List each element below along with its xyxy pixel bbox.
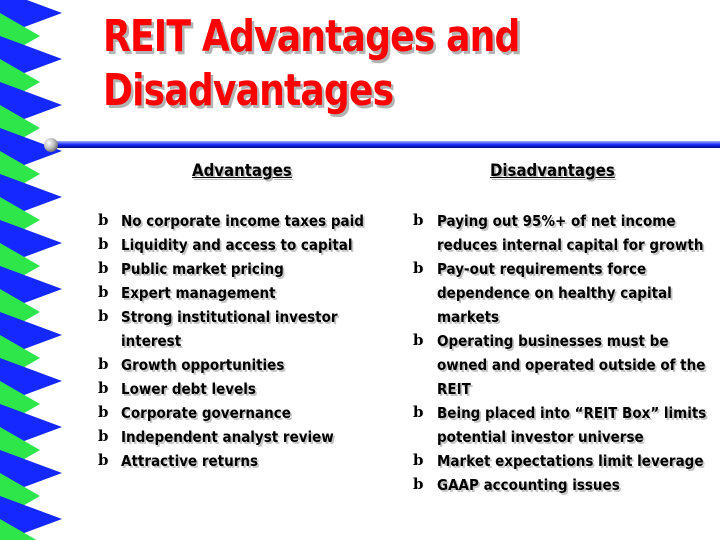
list-item xyxy=(98,401,411,425)
list-item-text: Attractive returns xyxy=(121,452,259,470)
list-item xyxy=(413,449,717,473)
list-item xyxy=(413,473,717,497)
bullet-icon: b xyxy=(98,379,109,397)
list-item-text: Independent analyst review xyxy=(121,428,334,446)
list-item-text: Growth opportunities xyxy=(121,356,285,374)
bullet-icon: b xyxy=(98,211,109,229)
bullet-icon: b xyxy=(413,211,424,229)
list-item-text: Pay-out requirements force xyxy=(437,260,647,278)
disadvantages-heading: Disadvantages xyxy=(490,161,615,181)
slide-title-line-2: Disadvantages xyxy=(103,65,394,116)
bullet-icon: b xyxy=(98,451,109,469)
bullet-icon: b xyxy=(98,403,109,421)
bullet-icon: b xyxy=(98,427,109,445)
list-item-text: Liquidity and access to capital xyxy=(121,236,353,254)
list-item-text: Paying out 95%+ of net income xyxy=(437,212,676,230)
bullet-icon: b xyxy=(98,235,109,253)
list-item-text: owned and operated outside of the xyxy=(437,356,706,374)
advantages-list xyxy=(98,209,411,473)
list-item-text: reduces internal capital for growth xyxy=(437,236,704,254)
list-item-text: Corporate governance xyxy=(121,404,291,422)
list-item-text: potential investor universe xyxy=(437,428,644,446)
list-item xyxy=(98,233,411,257)
bullet-icon: b xyxy=(413,331,424,349)
list-item xyxy=(98,353,411,377)
list-item-text: Operating businesses must be xyxy=(437,332,669,350)
bullet-icon: b xyxy=(413,475,424,493)
list-item xyxy=(413,401,717,449)
title-underline-rule xyxy=(44,138,720,152)
list-item xyxy=(98,305,411,353)
list-item-text: GAAP accounting issues xyxy=(437,476,620,494)
advantages-heading: Advantages xyxy=(192,161,292,181)
list-item-text: Being placed into “REIT Box” limits xyxy=(437,404,707,422)
list-item-text: Expert management xyxy=(121,284,276,302)
bullet-icon: b xyxy=(413,259,424,277)
list-item xyxy=(413,257,717,329)
list-item-text: Market expectations limit leverage xyxy=(437,452,704,470)
bullet-icon: b xyxy=(413,403,424,421)
bullet-icon: b xyxy=(98,307,109,325)
list-item xyxy=(98,449,411,473)
list-item-text: Public market pricing xyxy=(121,260,284,278)
bullet-icon: b xyxy=(413,451,424,469)
list-item-text: interest xyxy=(121,332,182,350)
list-item-text: No corporate income taxes paid xyxy=(121,212,364,230)
decorative-triangle-border xyxy=(0,0,80,540)
list-item xyxy=(98,425,411,449)
list-item-text: Lower debt levels xyxy=(121,380,256,398)
list-item xyxy=(98,281,411,305)
list-item xyxy=(98,257,411,281)
slide-title xyxy=(103,10,595,118)
list-item-text: markets xyxy=(437,308,500,326)
list-item xyxy=(98,377,411,401)
disadvantages-list xyxy=(413,209,717,497)
bullet-icon: b xyxy=(98,355,109,373)
list-item-text: Strong institutional investor xyxy=(121,308,338,326)
bullet-icon: b xyxy=(98,259,109,277)
slide-title-line-1: REIT Advantages and xyxy=(103,11,520,62)
list-item xyxy=(413,209,717,257)
bullet-icon: b xyxy=(98,283,109,301)
list-item-text: REIT xyxy=(437,380,471,398)
list-item xyxy=(98,209,411,233)
list-item xyxy=(413,329,717,401)
list-item-text: dependence on healthy capital xyxy=(437,284,672,302)
